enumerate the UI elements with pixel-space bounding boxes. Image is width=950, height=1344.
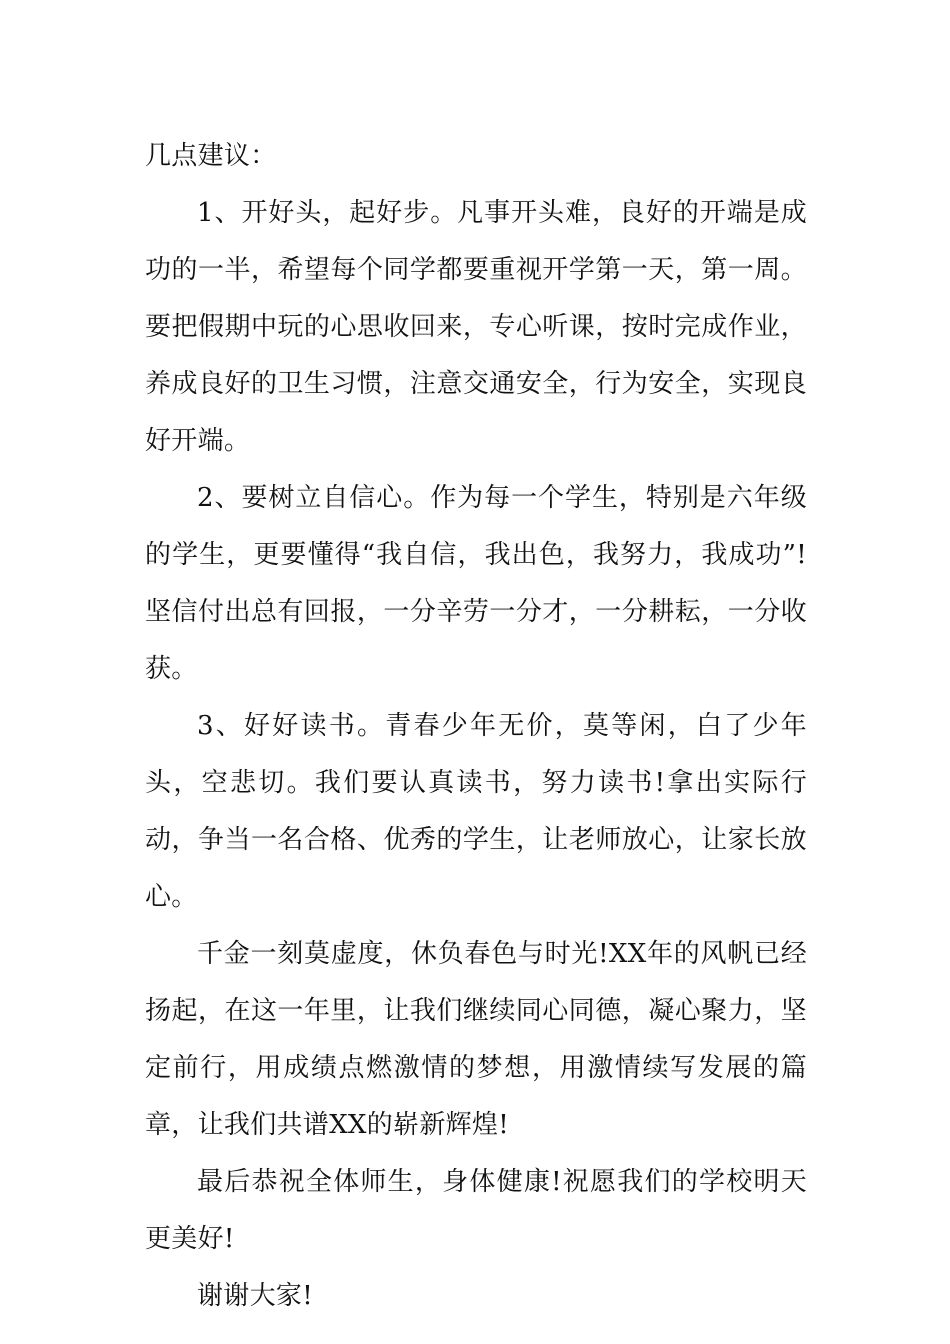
- paragraph-heading: 几点建议：: [145, 141, 277, 171]
- document-body: [145, 128, 807, 1325]
- paragraph-5: 最后恭祝全体师生，身体健康!祝愿我们的学校明天更美好!: [145, 1167, 807, 1254]
- paragraph-4: 千金一刻莫虚度，休负春色与时光!XX年的风帆已经扬起，在这一年里，让我们继续同心同德，凝心聚力，坚定前行，用成绩点燃激情的梦想，用激情续写发展的篇章，让我们共谱XX的崭新辉煌!: [145, 939, 807, 1140]
- paragraph-1: 1、开好头，起好步。凡事开头难，良好的开端是成功的一半，希望每个同学都要重视开学第一天，第一周。要把假期中玩的心思收回来，专心听课，按时完成作业，养成良好的卫生习惯，注意交通安全，行为安全，实现良好开端。: [145, 198, 807, 456]
- paragraph-3: 3、好好读书。青春少年无价，莫等闲，白了少年头，空悲切。我们要认真读书，努力读书!拿出实际行动，争当一名合格、优秀的学生，让老师放心，让家长放心。: [145, 711, 807, 912]
- paragraph-2: 2、要树立自信心。作为每一个学生，特别是六年级的学生，更要懂得“我自信，我出色，我努力，我成功”!坚信付出总有回报，一分辛劳一分才，一分耕耘，一分收获。: [145, 483, 807, 684]
- paragraph-closing: 谢谢大家!: [197, 1281, 313, 1311]
